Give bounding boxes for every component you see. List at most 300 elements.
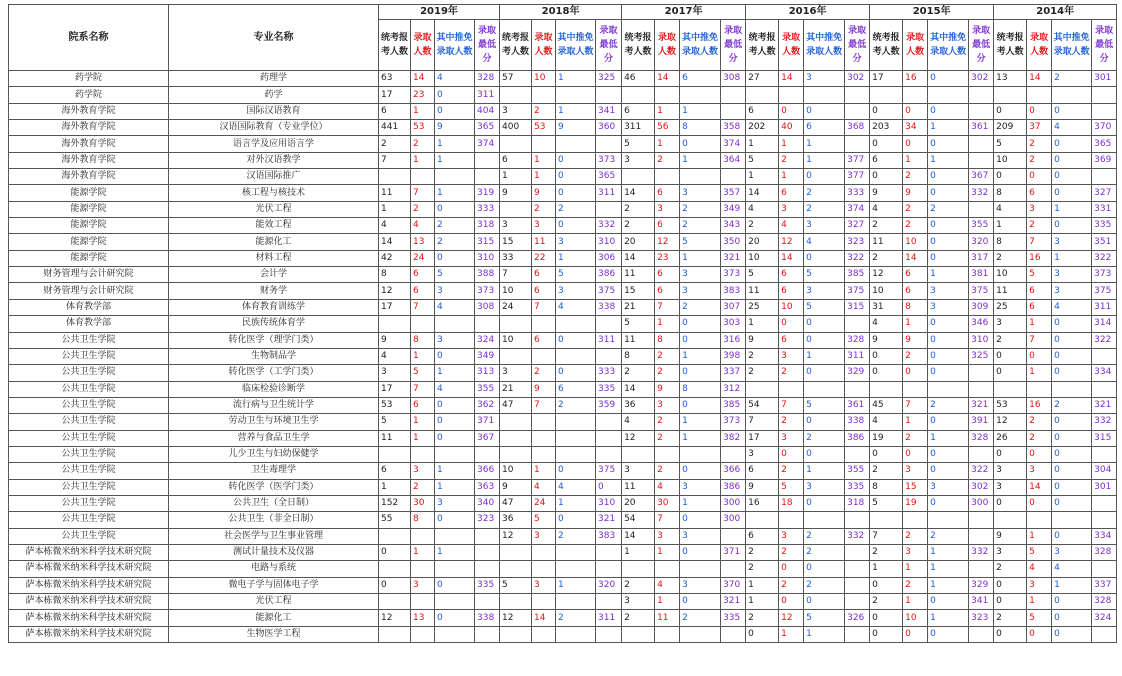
college-cell: 能源学院 <box>9 234 169 250</box>
min-score-cell: 386 <box>845 430 870 446</box>
min-score-cell: 311 <box>596 610 622 626</box>
admitted-cell <box>903 87 928 103</box>
college-cell: 公共卫生学院 <box>9 397 169 413</box>
min-score-cell: 374 <box>721 136 746 152</box>
applicants-cell: 53 <box>379 397 411 413</box>
min-score-cell: 377 <box>845 169 870 185</box>
min-score-cell: 332 <box>969 185 994 201</box>
min-score-cell: 340 <box>475 495 500 511</box>
min-score-cell: 318 <box>475 218 500 234</box>
table-row <box>9 544 1117 560</box>
exempt-cell: 0 <box>804 103 845 119</box>
applicants-cell: 16 <box>746 495 779 511</box>
min-score-cell <box>596 626 622 642</box>
admitted-cell: 5 <box>532 512 556 528</box>
admitted-cell: 53 <box>532 120 556 136</box>
min-score-cell <box>596 430 622 446</box>
admitted-cell: 0 <box>1027 626 1052 642</box>
applicants-cell: 11 <box>870 234 903 250</box>
table-row <box>9 87 1117 103</box>
exempt-cell: 0 <box>1052 136 1092 152</box>
admitted-cell: 1 <box>1027 528 1052 544</box>
exempt-cell: 1 <box>928 120 969 136</box>
applicants-cell: 0 <box>870 136 903 152</box>
table-row <box>9 218 1117 234</box>
admitted-cell: 6 <box>411 283 435 299</box>
min-score-cell: 374 <box>845 201 870 217</box>
applicants-cell: 1 <box>746 577 779 593</box>
min-score-cell <box>721 626 746 642</box>
min-score-cell: 332 <box>1092 414 1117 430</box>
exempt-cell <box>556 414 596 430</box>
exempt-cell: 4 <box>1052 120 1092 136</box>
admitted-cell: 10 <box>903 610 928 626</box>
applicants-cell: 1 <box>746 316 779 332</box>
exempt-cell: 9 <box>556 120 596 136</box>
admitted-cell: 14 <box>779 71 804 87</box>
min-score-cell <box>596 561 622 577</box>
min-score-cell: 360 <box>596 120 622 136</box>
exempt-cell: 0 <box>435 512 475 528</box>
min-score-cell <box>596 201 622 217</box>
exempt-cell: 4 <box>435 71 475 87</box>
min-score-cell: 311 <box>596 185 622 201</box>
min-score-cell: 331 <box>1092 201 1117 217</box>
min-score-cell: 324 <box>475 332 500 348</box>
applicants-cell: 0 <box>994 103 1027 119</box>
column-header: 录取人数 <box>655 20 680 71</box>
applicants-cell: 0 <box>379 544 411 560</box>
table-body <box>9 71 1117 643</box>
admitted-cell: 2 <box>655 365 680 381</box>
exempt-cell: 0 <box>804 332 845 348</box>
admitted-cell: 1 <box>903 561 928 577</box>
admitted-cell: 1 <box>532 152 556 168</box>
admitted-cell: 6 <box>655 283 680 299</box>
admitted-cell <box>411 528 435 544</box>
admitted-cell: 6 <box>1027 299 1052 315</box>
min-score-cell: 319 <box>475 185 500 201</box>
column-header: 其中推免录取人数 <box>928 20 969 71</box>
exempt-cell: 1 <box>928 152 969 168</box>
column-header: 录取人数 <box>532 20 556 71</box>
admitted-cell <box>411 169 435 185</box>
min-score-cell: 364 <box>721 152 746 168</box>
min-score-cell: 0 <box>596 479 622 495</box>
admitted-cell: 2 <box>903 430 928 446</box>
exempt-cell: 1 <box>928 267 969 283</box>
college-cell: 公共卫生学院 <box>9 528 169 544</box>
exempt-cell: 0 <box>556 512 596 528</box>
admitted-cell: 16 <box>1027 250 1052 266</box>
admitted-cell: 9 <box>532 185 556 201</box>
applicants-cell: 8 <box>870 479 903 495</box>
exempt-cell: 1 <box>680 103 721 119</box>
college-cell: 公共卫生学院 <box>9 512 169 528</box>
admitted-cell: 1 <box>1027 594 1052 610</box>
admitted-cell: 0 <box>1027 446 1052 462</box>
min-score-cell: 328 <box>845 332 870 348</box>
exempt-cell <box>435 169 475 185</box>
min-score-cell <box>969 201 994 217</box>
applicants-cell: 14 <box>622 381 655 397</box>
admitted-cell: 1 <box>1027 365 1052 381</box>
table-row <box>9 120 1117 136</box>
college-cell: 药学院 <box>9 71 169 87</box>
admitted-cell: 6 <box>903 267 928 283</box>
applicants-cell: 400 <box>500 120 532 136</box>
exempt-cell: 5 <box>804 299 845 315</box>
min-score-cell <box>596 414 622 430</box>
min-score-cell: 365 <box>475 120 500 136</box>
table-row <box>9 234 1117 250</box>
admitted-cell: 0 <box>1027 495 1052 511</box>
min-score-cell: 328 <box>1092 594 1117 610</box>
exempt-cell: 0 <box>435 87 475 103</box>
applicants-cell <box>870 381 903 397</box>
min-score-cell <box>1092 495 1117 511</box>
exempt-cell: 1 <box>928 577 969 593</box>
exempt-cell: 1 <box>435 185 475 201</box>
applicants-cell: 0 <box>870 610 903 626</box>
exempt-cell: 3 <box>928 283 969 299</box>
major-cell: 药理学 <box>169 71 379 87</box>
major-cell: 生物制品学 <box>169 348 379 364</box>
college-cell: 公共卫生学院 <box>9 430 169 446</box>
admitted-cell: 3 <box>1027 577 1052 593</box>
exempt-cell: 0 <box>804 250 845 266</box>
admitted-cell <box>411 316 435 332</box>
admitted-cell <box>779 512 804 528</box>
exempt-cell: 1 <box>804 136 845 152</box>
admitted-cell: 1 <box>411 544 435 560</box>
exempt-cell: 1 <box>680 152 721 168</box>
applicants-cell: 19 <box>870 430 903 446</box>
college-cell: 萨本栋微米纳米科学技术研究院 <box>9 610 169 626</box>
applicants-cell: 47 <box>500 495 532 511</box>
exempt-cell: 5 <box>435 267 475 283</box>
min-score-cell: 383 <box>596 528 622 544</box>
exempt-cell: 1 <box>1052 577 1092 593</box>
applicants-cell: 2 <box>746 348 779 364</box>
min-score-cell: 321 <box>969 397 994 413</box>
applicants-cell: 10 <box>870 283 903 299</box>
exempt-cell: 0 <box>804 495 845 511</box>
major-cell: 电路与系统 <box>169 561 379 577</box>
applicants-cell: 2 <box>870 594 903 610</box>
applicants-cell: 5 <box>500 577 532 593</box>
table-row <box>9 495 1117 511</box>
applicants-cell: 202 <box>746 120 779 136</box>
min-score-cell: 300 <box>969 495 994 511</box>
admitted-cell: 6 <box>411 267 435 283</box>
min-score-cell: 335 <box>845 479 870 495</box>
major-cell: 会计学 <box>169 267 379 283</box>
min-score-cell: 329 <box>845 365 870 381</box>
applicants-cell <box>994 87 1027 103</box>
exempt-cell <box>928 381 969 397</box>
college-cell: 公共卫生学院 <box>9 365 169 381</box>
major-cell: 公共卫生（非全日制） <box>169 512 379 528</box>
applicants-cell: 10 <box>994 152 1027 168</box>
min-score-cell: 322 <box>1092 250 1117 266</box>
applicants-cell: 7 <box>746 414 779 430</box>
exempt-cell: 0 <box>928 365 969 381</box>
admitted-cell: 2 <box>779 414 804 430</box>
exempt-cell: 4 <box>435 381 475 397</box>
min-score-cell <box>721 87 746 103</box>
applicants-cell: 0 <box>870 446 903 462</box>
admitted-cell: 3 <box>655 528 680 544</box>
applicants-cell <box>500 446 532 462</box>
exempt-cell <box>556 316 596 332</box>
min-score-cell: 327 <box>845 218 870 234</box>
major-cell: 核工程与核技术 <box>169 185 379 201</box>
exempt-cell: 0 <box>435 414 475 430</box>
min-score-cell: 373 <box>475 283 500 299</box>
applicants-cell: 9 <box>379 332 411 348</box>
min-score-cell <box>475 316 500 332</box>
min-score-cell: 327 <box>1092 185 1117 201</box>
college-cell: 体育教学部 <box>9 299 169 315</box>
admitted-cell: 0 <box>1027 103 1052 119</box>
admitted-cell: 7 <box>1027 332 1052 348</box>
applicants-cell: 14 <box>379 234 411 250</box>
exempt-cell: 3 <box>680 185 721 201</box>
admitted-cell <box>532 430 556 446</box>
admitted-cell: 2 <box>903 218 928 234</box>
applicants-cell: 0 <box>870 103 903 119</box>
exempt-cell: 2 <box>928 528 969 544</box>
admitted-cell: 3 <box>779 201 804 217</box>
admitted-cell: 1 <box>411 414 435 430</box>
column-header: 其中推免录取人数 <box>556 20 596 71</box>
applicants-cell: 24 <box>500 299 532 315</box>
exempt-cell: 0 <box>1052 169 1092 185</box>
college-cell: 海外教育学院 <box>9 103 169 119</box>
applicants-cell: 0 <box>870 348 903 364</box>
min-score-cell: 324 <box>1092 610 1117 626</box>
applicants-cell: 17 <box>379 299 411 315</box>
college-cell: 萨本栋微米纳米科学技术研究院 <box>9 594 169 610</box>
column-header: 录取最低分 <box>845 20 870 71</box>
exempt-cell: 0 <box>928 463 969 479</box>
major-cell: 转化医学（工学门类） <box>169 365 379 381</box>
major-cell: 临床检验诊断学 <box>169 381 379 397</box>
applicants-cell: 27 <box>746 71 779 87</box>
admitted-cell <box>655 626 680 642</box>
applicants-cell: 1 <box>746 594 779 610</box>
exempt-cell <box>680 169 721 185</box>
applicants-cell: 3 <box>500 103 532 119</box>
applicants-cell: 4 <box>994 201 1027 217</box>
admitted-cell: 8 <box>411 332 435 348</box>
admitted-cell: 3 <box>655 201 680 217</box>
admitted-cell: 13 <box>411 610 435 626</box>
min-score-cell <box>969 103 994 119</box>
admitted-cell: 2 <box>1027 136 1052 152</box>
applicants-cell <box>500 348 532 364</box>
college-cell: 公共卫生学院 <box>9 332 169 348</box>
exempt-cell: 0 <box>928 594 969 610</box>
applicants-cell: 2 <box>994 250 1027 266</box>
column-header: 统考报考人数 <box>622 20 655 71</box>
applicants-cell: 2 <box>622 365 655 381</box>
admitted-cell: 3 <box>903 463 928 479</box>
exempt-cell: 0 <box>1052 365 1092 381</box>
year-header: 2019年 <box>379 5 500 20</box>
admitted-cell <box>532 414 556 430</box>
applicants-cell: 12 <box>994 414 1027 430</box>
min-score-cell <box>721 446 746 462</box>
admitted-cell: 3 <box>411 577 435 593</box>
min-score-cell: 355 <box>845 463 870 479</box>
min-score-cell: 361 <box>969 120 994 136</box>
min-score-cell <box>475 528 500 544</box>
min-score-cell: 316 <box>721 332 746 348</box>
admitted-cell: 2 <box>779 463 804 479</box>
min-score-cell <box>596 544 622 560</box>
exempt-cell: 0 <box>1052 152 1092 168</box>
applicants-cell: 11 <box>994 283 1027 299</box>
exempt-cell: 4 <box>1052 561 1092 577</box>
major-cell: 公共卫生（全日制） <box>169 495 379 511</box>
exempt-cell: 3 <box>680 283 721 299</box>
table-row <box>9 397 1117 413</box>
admitted-cell: 0 <box>903 365 928 381</box>
min-score-cell: 315 <box>1092 430 1117 446</box>
applicants-cell: 9 <box>994 528 1027 544</box>
min-score-cell: 369 <box>1092 152 1117 168</box>
applicants-cell <box>500 561 532 577</box>
exempt-cell <box>804 381 845 397</box>
exempt-cell: 1 <box>680 250 721 266</box>
college-cell: 公共卫生学院 <box>9 495 169 511</box>
applicants-cell: 57 <box>500 71 532 87</box>
admitted-cell: 9 <box>903 185 928 201</box>
admitted-cell <box>532 544 556 560</box>
exempt-cell: 2 <box>680 299 721 315</box>
applicants-cell: 3 <box>622 594 655 610</box>
column-header: 录取人数 <box>903 20 928 71</box>
exempt-cell: 0 <box>556 185 596 201</box>
min-score-cell: 338 <box>845 414 870 430</box>
admitted-cell: 12 <box>779 610 804 626</box>
admitted-cell: 2 <box>532 201 556 217</box>
column-header: 统考报考人数 <box>500 20 532 71</box>
exempt-cell: 1 <box>556 103 596 119</box>
applicants-cell: 0 <box>994 594 1027 610</box>
min-score-cell <box>721 561 746 577</box>
column-header: 其中推免录取人数 <box>435 20 475 71</box>
admitted-cell <box>1027 512 1052 528</box>
applicants-cell: 2 <box>622 201 655 217</box>
exempt-cell <box>928 512 969 528</box>
applicants-cell: 12 <box>500 610 532 626</box>
min-score-cell: 370 <box>721 577 746 593</box>
admitted-cell: 0 <box>1027 348 1052 364</box>
admitted-cell: 3 <box>655 397 680 413</box>
admitted-cell: 10 <box>903 234 928 250</box>
admitted-cell <box>655 87 680 103</box>
exempt-cell: 2 <box>435 234 475 250</box>
min-score-cell <box>475 561 500 577</box>
exempt-cell: 4 <box>435 299 475 315</box>
admitted-cell: 53 <box>411 120 435 136</box>
applicants-cell: 441 <box>379 120 411 136</box>
admitted-cell: 34 <box>903 120 928 136</box>
exempt-cell: 0 <box>680 316 721 332</box>
table-row <box>9 185 1117 201</box>
admitted-cell: 7 <box>532 397 556 413</box>
min-score-cell: 307 <box>721 299 746 315</box>
applicants-cell: 2 <box>870 250 903 266</box>
min-score-cell: 386 <box>721 479 746 495</box>
college-cell: 财务管理与会计研究院 <box>9 283 169 299</box>
exempt-cell <box>556 136 596 152</box>
min-score-cell: 315 <box>475 234 500 250</box>
min-score-cell <box>1092 348 1117 364</box>
exempt-cell: 0 <box>804 446 845 462</box>
college-cell: 财务管理与会计研究院 <box>9 267 169 283</box>
column-header: 录取人数 <box>779 20 804 71</box>
admitted-cell: 2 <box>903 201 928 217</box>
min-score-cell <box>596 87 622 103</box>
exempt-cell: 0 <box>680 136 721 152</box>
major-cell: 财务学 <box>169 283 379 299</box>
min-score-cell <box>596 446 622 462</box>
min-score-cell <box>969 365 994 381</box>
admitted-cell: 6 <box>655 267 680 283</box>
min-score-cell: 335 <box>475 577 500 593</box>
exempt-cell <box>556 594 596 610</box>
min-score-cell: 375 <box>596 463 622 479</box>
major-cell: 语言学及应用语言学 <box>169 136 379 152</box>
applicants-cell: 5 <box>994 136 1027 152</box>
exempt-cell: 0 <box>1052 103 1092 119</box>
min-score-cell <box>845 594 870 610</box>
applicants-cell <box>870 512 903 528</box>
exempt-cell: 1 <box>435 544 475 560</box>
exempt-cell: 0 <box>928 218 969 234</box>
admitted-cell: 5 <box>1027 267 1052 283</box>
admitted-cell: 4 <box>411 218 435 234</box>
applicants-cell: 54 <box>746 397 779 413</box>
exempt-cell: 0 <box>556 218 596 234</box>
min-score-cell <box>845 87 870 103</box>
admitted-cell: 30 <box>655 495 680 511</box>
min-score-cell: 388 <box>475 267 500 283</box>
admitted-cell <box>532 626 556 642</box>
min-score-cell <box>845 561 870 577</box>
applicants-cell: 25 <box>746 299 779 315</box>
major-cell: 儿少卫生与妇幼保健学 <box>169 446 379 462</box>
applicants-cell: 3 <box>379 365 411 381</box>
applicants-cell: 14 <box>622 250 655 266</box>
college-cell: 公共卫生学院 <box>9 381 169 397</box>
admitted-cell: 3 <box>532 577 556 593</box>
admitted-cell: 14 <box>779 250 804 266</box>
min-score-cell: 326 <box>845 610 870 626</box>
min-score-cell <box>1092 87 1117 103</box>
admitted-cell <box>779 381 804 397</box>
applicants-cell: 11 <box>622 267 655 283</box>
exempt-cell: 0 <box>680 544 721 560</box>
applicants-cell: 10 <box>500 463 532 479</box>
table-row <box>9 446 1117 462</box>
exempt-cell: 3 <box>804 479 845 495</box>
min-score-cell: 398 <box>721 348 746 364</box>
